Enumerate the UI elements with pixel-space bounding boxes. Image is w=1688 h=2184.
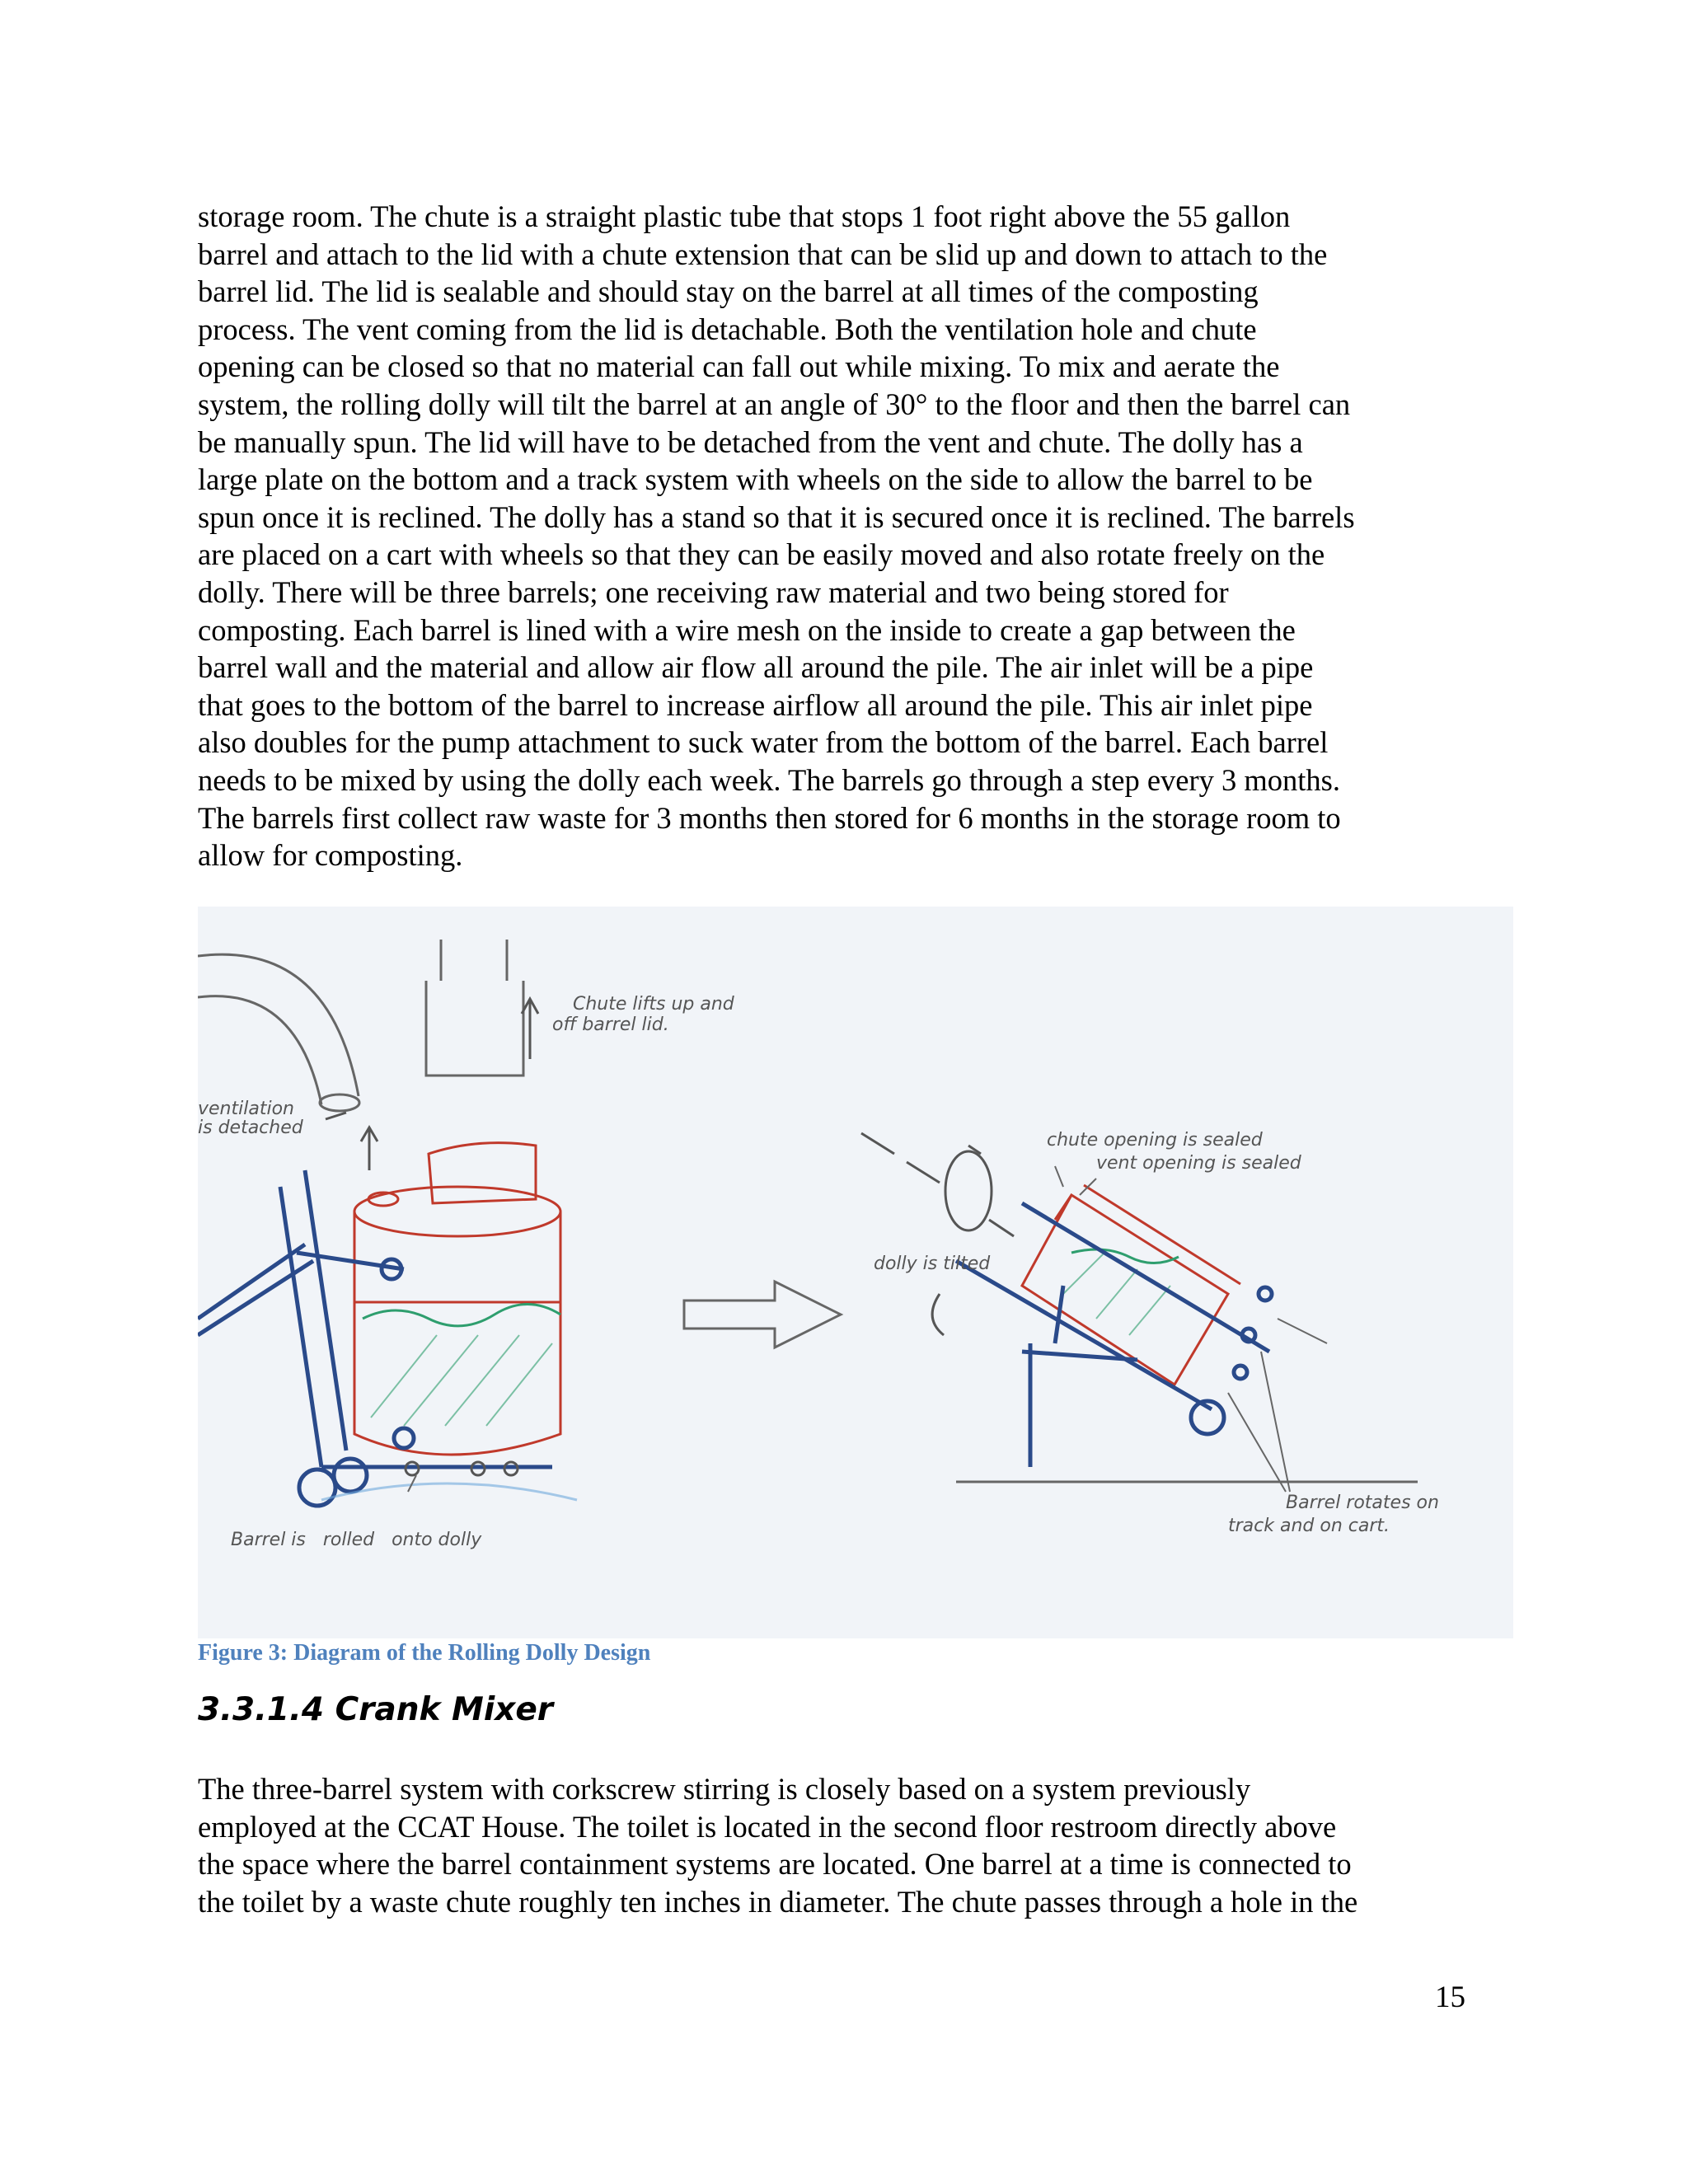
annotation-chute-lifts: Chute lifts up and (573, 994, 734, 1015)
text-line: process. The vent coming from the lid is detachable. Both the ventilation hole and chute (198, 312, 1257, 346)
text-line: that goes to the bottom of the barrel to increase airflow all around the pile. This air inlet pipe (198, 687, 1313, 722)
body-paragraph-top (198, 198, 1525, 874)
text-line: large plate on the bottom and a track system with wheels on the side to allow the barrel to be (198, 462, 1313, 497)
text-line: the space where the barrel containment systems are located. One barrel at a time is connected to (198, 1847, 1352, 1882)
material-hatch-left (371, 1335, 552, 1426)
material-line-left (363, 1305, 560, 1326)
annotation-ventilation: ventilation (198, 1099, 294, 1119)
annotation-barrel-rotates-2: track and on cart. (1228, 1516, 1390, 1536)
annotation-barrel-rolled: Barrel is rolled onto dolly (231, 1530, 482, 1550)
annotation-barrel-rotates: Barrel rotates on (1286, 1493, 1439, 1513)
tilted-dolly (956, 1203, 1272, 1467)
text-line: barrel wall and the material and allow air flow all around the pile. The air inlet will be a pipe (198, 650, 1314, 685)
page-number: 15 (1435, 1980, 1465, 2014)
text-line: barrel and attach to the lid with a chute extension that can be slid up and down to attach to the (198, 237, 1328, 271)
text-line: also doubles for the pump attachment to suck water from the bottom of the barrel. Each barrel (198, 725, 1329, 760)
annotation-chute-opening: chute opening is sealed (1047, 1130, 1263, 1151)
text-line: are placed on a cart with wheels so that they can be easily moved and also rotate freely on the (198, 537, 1325, 572)
section-heading: 3.3.1.4 Crank Mixer (198, 1691, 554, 1728)
annotation-chute-lifts-2: off barrel lid. (552, 1015, 669, 1035)
text-line: The barrels first collect raw waste for 3 months then stored for 6 months in the storage room to (198, 800, 1341, 835)
text-line: employed at the CCAT House. The toilet is located in the second floor restroom directly above (198, 1809, 1337, 1844)
cart-shadow (321, 1483, 577, 1500)
text-line: composting. Each barrel is lined with a wire mesh on the inside to create a gap between the (198, 612, 1296, 647)
figure-caption: Figure 3: Diagram of the Rolling Dolly Design (198, 1640, 651, 1666)
text-line: storage room. The chute is a straight plastic tube that stops 1 foot right above the 55 gallon (198, 199, 1291, 233)
annotation-vent-opening: vent opening is sealed (1096, 1153, 1301, 1174)
text-line: barrel lid. The lid is sealable and should stay on the barrel at all times of the composting (198, 274, 1259, 309)
text-line: The three-barrel system with corkscrew stirring is closely based on a system previously (198, 1772, 1251, 1806)
upright-barrel (354, 1143, 560, 1455)
text-line: dolly. There will be three barrels; one receiving raw material and two being stored for (198, 574, 1229, 609)
ventilation-pipe (198, 954, 359, 1111)
text-line: the toilet by a waste chute roughly ten inches in diameter. The chute passes through a hole in the (198, 1884, 1358, 1919)
tilt-arrow (932, 1294, 944, 1335)
rotation-leaders (408, 1166, 1327, 1492)
chute (426, 940, 523, 1076)
annotation-ventilation-2: is detached (198, 1118, 303, 1138)
text-line: be manually spun. The lid will have to be detached from the vent and chute. The dolly has a (198, 424, 1303, 459)
hand-truck (198, 1170, 552, 1506)
transition-arrow (684, 1282, 841, 1347)
dolly-sketch (198, 907, 1513, 1638)
annotation-dolly-tilted: dolly is tilted (874, 1254, 991, 1274)
text-line: opening can be closed so that no material can fall out while mixing. To mix and aerate the (198, 349, 1280, 384)
text-line: spun once it is reclined. The dolly has a stand so that it is secured once it is reclined. The barrels (198, 499, 1355, 534)
rolling-dolly-diagram (198, 907, 1513, 1638)
text-line: allow for composting. (198, 838, 463, 873)
rotation-swirl (861, 1133, 1014, 1236)
text-line: system, the rolling dolly will tilt the barrel at an angle of 30° to the floor and then the barrel can (198, 387, 1351, 421)
text-line: needs to be mixed by using the dolly each week. The barrels go through a step every 3 months. (198, 762, 1340, 797)
body-paragraph-bottom (198, 1770, 1525, 1920)
